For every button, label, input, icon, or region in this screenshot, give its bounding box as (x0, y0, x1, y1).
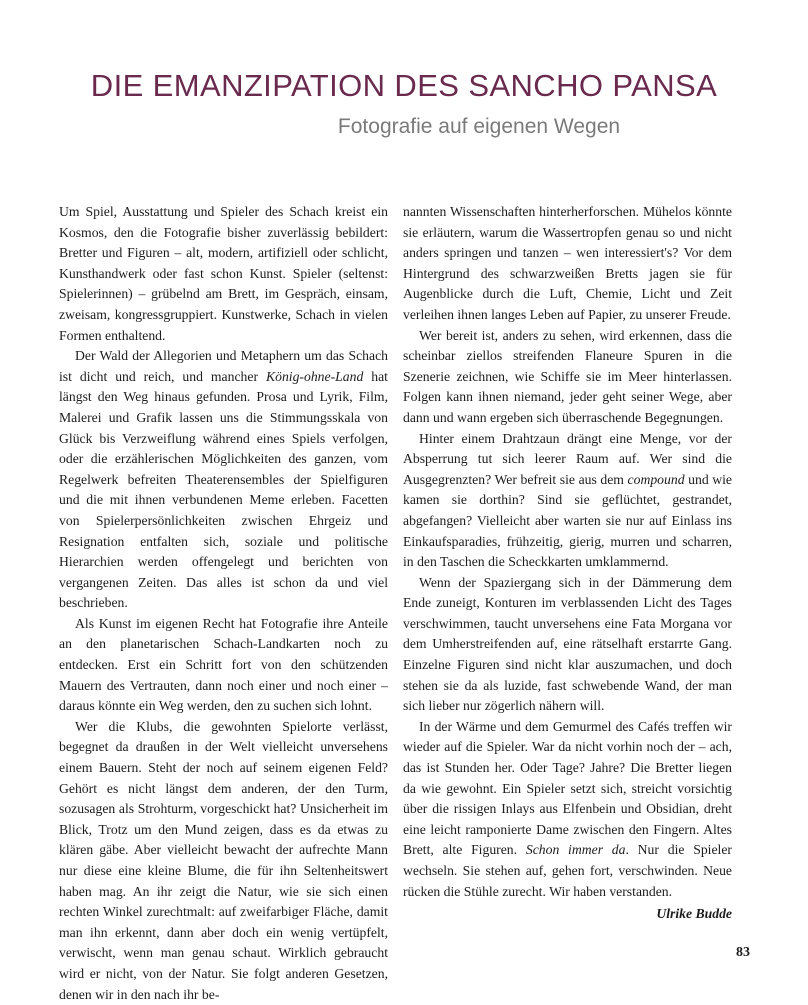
paragraph-text: hat längst den Weg hinaus gefunden. Prosa und Lyrik, Film, Malerei und Grafik lassen uns die Stimmungsskala von Glück bis Verzweiflung während eines Spiels verfolgen, oder die erzählerischen Möglichkeiten des ganzen, vom Regelwerk befreiten Theaterensembles der Spielfiguren und die mit ihnen verbundenen Meme erleben. Facetten von Spielerpersönlichkeiten zwischen Ehrgeiz und Resignation entfalten sich, soziale und politische Hierarchien werden offengelegt und berichten von vergangenen Zeiten. Das alles ist schon da und viel beschrieben. (59, 368, 388, 611)
paragraph-text: In der Wärme und dem Gemurmel des Cafés treffen wir wieder auf die Spieler. War da nicht vorhin noch der – ach, das ist Stunden her. Oder Tage? Jahre? Die Bretter liegen da wie gewohnt. Ein Spieler setzt sich, streicht vorsichtig über die rissigen Inlays aus Elfenbein und Obsidian, dreht eine leicht ramponierte Dame zwischen den Fingern. Altes Brett, alte Figuren. (403, 718, 732, 858)
paragraph-text: . Nur die Spieler wechseln. Sie stehen auf, gehen fort, verschwinden. Neue rücken die Stühle zurecht. Wir haben verstanden. (403, 842, 732, 899)
paragraph: Um Spiel, Ausstattung und Spieler des Schach kreist ein Kosmos, den die Fotografie bisher zuverlässig bebildert: Bretter und Figuren – alt, modern, artifiziell oder schlicht, Kunsthandwerk oder fast schon Kunst. Spieler (seltenst: Spielerinnen) – grübelnd am Brett, im Gespräch, einsam, zweisam, kongressgruppiert. Kunstwerke, Schach in vielen Formen enthaltend. (59, 204, 388, 343)
page-subtitle: Fotografie auf eigenen Wegen (337, 115, 621, 138)
emphasis-text: compound (627, 471, 685, 487)
page-title: DIE EMANZIPATION DES SANCHO PANSA (90, 68, 718, 103)
paragraph: Wenn der Spaziergang sich in der Dämmerung dem Ende zuneigt, Konturen im verblassenden Licht des Tages verschwimmen, taucht unversehens eine Fata Morgana vor dem Umherstreifenden auf, eine rätselhaft erstarrte Gang. Einzelne Figuren sind nicht klar auszumachen, und doch stehen sie da als luzide, fast schwebende Wand, der man sich lieber nur zögerlich nähern will. (403, 574, 732, 714)
paragraph: nannten Wissenschaften hinterherforschen. Mühelos könnte sie erläutern, warum die Wassertropfen genau so und nicht anders springen und tanzen – wen interessiert's? Vor dem Hintergrund des schwarzweißen Bretts jagen sie für Augenblicke durch die Luft, Chemie, Licht und Zeit verleihen ihnen langes Leben auf Papier, zu unserer Freude. (403, 204, 732, 322)
author-signature: Ulrike Budde (656, 906, 732, 922)
paragraph: Als Kunst im eigenen Recht hat Fotografie ihre Anteile an den planetarischen Schach-Landkarten noch zu entdecken. Erst ein Schritt fort von den schützenden Mauern des Vertrauten, dann noch einer und noch einer – daraus könnte ein Weg werden, den zu suchen sich lohnt. (59, 615, 388, 714)
paragraph-text: Der Wald der Allegorien und Metaphern um das Schach ist dicht und reich, und mancher (59, 348, 388, 384)
paragraph: Wer die Klubs, die gewohnten Spielorte verlässt, begegnet da draußen in der Welt vielleicht unversehens einem Bauern. Steht der noch auf seinem eigenen Feld? Gehört es nicht längst dem anderen, der den Turm, sozusagen als Strohturm, vorgeschickt hat? Unsicherheit im Blick, Trotz um den Mund zeigen, dass es da etwas zu klären gäbe. Aber vielleicht bewacht der aufrechte Mann nur diese eine kleine Blume, die für ihn Seltenheitswert haben mag. An ihr zeigt die Natur, wie sie sich einen rechten Winkel zurechtmalt: auf zweifarbiger Fläche, damit man ihn erkennt, dann aber doch ein wenig vertüpfelt, verwischt, wenn man genau schaut. Wirklich gebraucht wird er nicht, von der Natur. Sie folgt anderen Gesetzen, denen wir in den nach ihr be- (59, 718, 388, 1002)
paragraph-text: und wie kamen sie dorthin? Sind sie geflüchtet, gestrandet, abgefangen? Vielleicht aber warten sie nur auf Einlass ins Einkaufsparadies, frühzeitig, gierig, murren und scharren, in den Taschen die Scheckkarten umklammernd. (403, 471, 732, 570)
paragraph-text: Hinter einem Drahtzaun drängt eine Menge, vor der Absperrung tut sich leerer Raum auf. Wer sind die Ausgegrenzten? Wer befreit sie aus dem (403, 430, 732, 487)
left-column (59, 202, 388, 1005)
paragraph (403, 717, 732, 902)
page-number: 83 (736, 945, 750, 960)
paragraph: Wer bereit ist, anders zu sehen, wird erkennen, dass die scheinbar ziellos streifenden Flaneure Spuren in die Szenerie zeichnen, wie Schiffe sie im Meer hinterlassen. Folgen kann ihnen niemand, jeder geht seiner Wege, aber dann und wann ergeben sich überraschende Begegnungen. (403, 327, 732, 425)
emphasis-text: Schon immer da (525, 842, 626, 858)
paragraph (403, 429, 732, 573)
emphasis-text: König-ohne-Land (265, 368, 364, 384)
right-column (403, 202, 732, 925)
paragraph (59, 346, 388, 614)
